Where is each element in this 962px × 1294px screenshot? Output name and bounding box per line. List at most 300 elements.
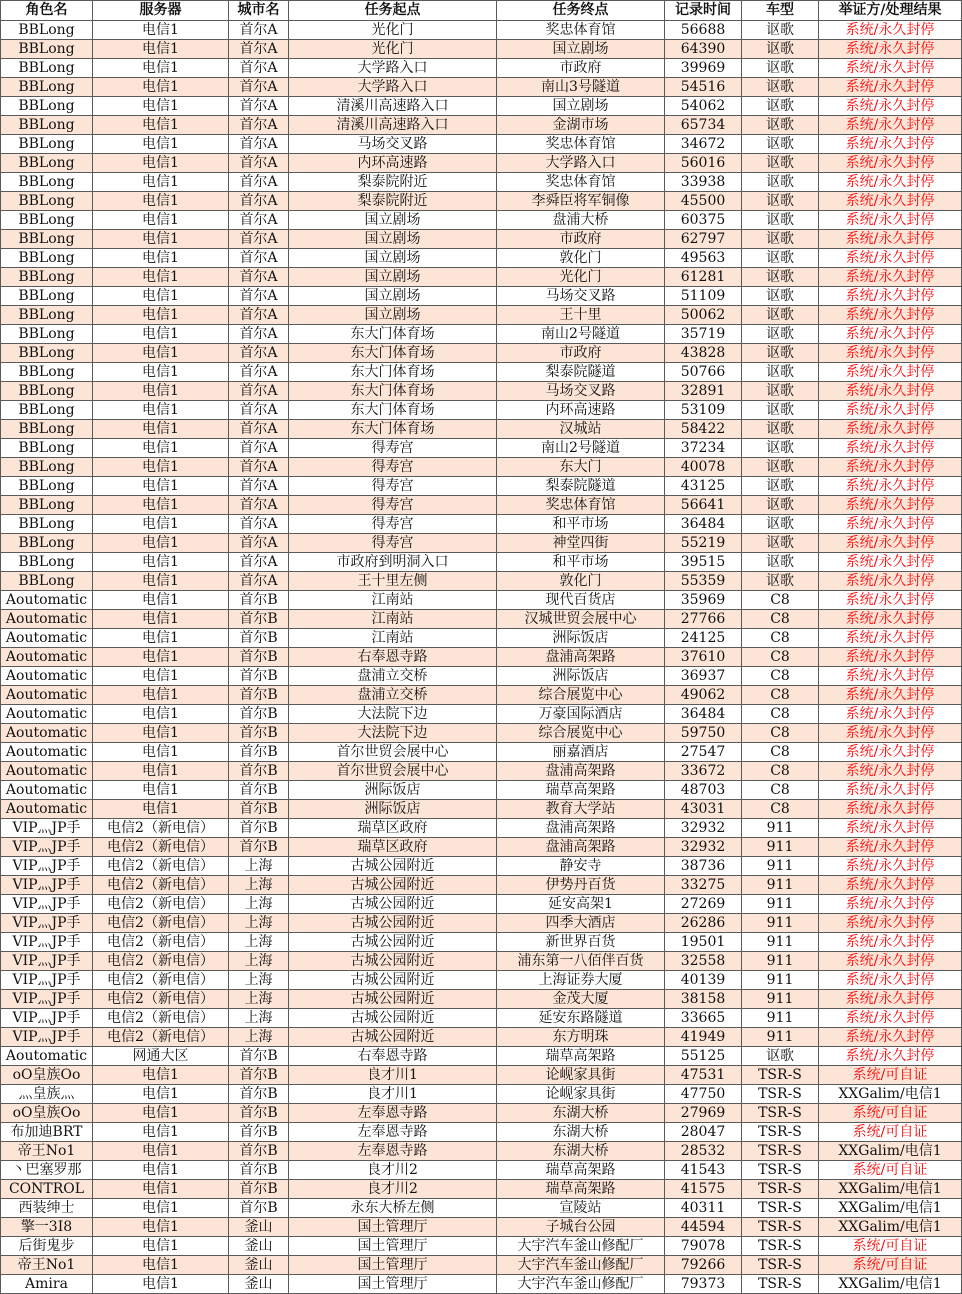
- cell-city: 首尔B: [229, 705, 289, 724]
- cell-city: 首尔B: [229, 686, 289, 705]
- cell-task-end: 金茂大厦: [497, 990, 665, 1009]
- table-row: [1, 1066, 962, 1085]
- cell-server: 电信1: [93, 116, 229, 135]
- cell-task-start: 国土管理厅: [289, 1275, 497, 1294]
- cell-city: 首尔B: [229, 724, 289, 743]
- cell-result: 系统/永久封停: [819, 610, 962, 629]
- cell-city: 上海: [229, 990, 289, 1009]
- cell-server: 电信2（新电信）: [93, 914, 229, 933]
- table-row: [1, 401, 962, 420]
- cell-city: 首尔B: [229, 667, 289, 686]
- cell-task-start: 古城公园附近: [289, 895, 497, 914]
- table-row: [1, 420, 962, 439]
- cell-car-model: 911: [742, 1028, 819, 1047]
- cell-record-time: 32558: [665, 952, 742, 971]
- cell-server: 电信2（新电信）: [93, 971, 229, 990]
- cell-role-name: Aoutomatic: [1, 591, 93, 610]
- cell-record-time: 36484: [665, 705, 742, 724]
- table-row: [1, 211, 962, 230]
- cell-task-end: 东方明珠: [497, 1028, 665, 1047]
- cell-car-model: 讴歌: [742, 173, 819, 192]
- cell-task-end: 综合展览中心: [497, 686, 665, 705]
- cell-result: XXGalim/电信1: [819, 1085, 962, 1104]
- cell-result: 系统/永久封停: [819, 287, 962, 306]
- table-row: [1, 1104, 962, 1123]
- cell-role-name: Aoutomatic: [1, 648, 93, 667]
- table-row: [1, 1047, 962, 1066]
- cell-car-model: C8: [742, 800, 819, 819]
- cell-record-time: 60375: [665, 211, 742, 230]
- cell-city: 首尔A: [229, 439, 289, 458]
- cell-task-start: 左奉恩寺路: [289, 1123, 497, 1142]
- table-row: [1, 648, 962, 667]
- table-row: [1, 1256, 962, 1275]
- cell-record-time: 56016: [665, 154, 742, 173]
- cell-role-name: BBLong: [1, 135, 93, 154]
- cell-car-model: 讴歌: [742, 97, 819, 116]
- table-row: [1, 97, 962, 116]
- cell-role-name: BBLong: [1, 382, 93, 401]
- cell-task-start: 得寿宫: [289, 458, 497, 477]
- cell-record-time: 27547: [665, 743, 742, 762]
- cell-role-name: BBLong: [1, 78, 93, 97]
- cell-record-time: 54062: [665, 97, 742, 116]
- cell-record-time: 38158: [665, 990, 742, 1009]
- cell-record-time: 26286: [665, 914, 742, 933]
- cell-role-name: VIP灬JP手: [1, 952, 93, 971]
- cell-task-start: 左奉恩寺路: [289, 1104, 497, 1123]
- cell-result: 系统/可自证: [819, 1256, 962, 1275]
- cell-car-model: 911: [742, 895, 819, 914]
- table-row: [1, 1180, 962, 1199]
- cell-result: 系统/永久封停: [819, 21, 962, 40]
- cell-result: 系统/永久封停: [819, 648, 962, 667]
- cell-server: 电信1: [93, 800, 229, 819]
- cell-task-start: 永东大桥左侧: [289, 1199, 497, 1218]
- table-row: [1, 116, 962, 135]
- cell-city: 首尔A: [229, 154, 289, 173]
- cell-record-time: 36937: [665, 667, 742, 686]
- cell-task-start: 东大门体育场: [289, 420, 497, 439]
- cell-record-time: 27269: [665, 895, 742, 914]
- cell-car-model: TSR-S: [742, 1237, 819, 1256]
- cell-result: 系统/永久封停: [819, 439, 962, 458]
- cell-city: 首尔A: [229, 458, 289, 477]
- cell-city: 釜山: [229, 1237, 289, 1256]
- cell-role-name: BBLong: [1, 572, 93, 591]
- cell-city: 首尔A: [229, 382, 289, 401]
- cell-server: 电信1: [93, 724, 229, 743]
- cell-result: 系统/可自证: [819, 1104, 962, 1123]
- table-row: [1, 971, 962, 990]
- cell-car-model: 讴歌: [742, 363, 819, 382]
- cell-server: 电信1: [93, 154, 229, 173]
- cell-record-time: 53109: [665, 401, 742, 420]
- cell-task-end: 洲际饭店: [497, 667, 665, 686]
- cell-result: 系统/永久封停: [819, 971, 962, 990]
- cell-city: 首尔A: [229, 211, 289, 230]
- cell-task-start: 盘浦立交桥: [289, 667, 497, 686]
- table-row: [1, 363, 962, 382]
- cell-role-name: BBLong: [1, 439, 93, 458]
- cell-record-time: 37610: [665, 648, 742, 667]
- cell-server: 电信1: [93, 1161, 229, 1180]
- cell-role-name: VIP灬JP手: [1, 857, 93, 876]
- cell-record-time: 50062: [665, 306, 742, 325]
- cell-record-time: 49062: [665, 686, 742, 705]
- cell-city: 首尔A: [229, 173, 289, 192]
- cell-record-time: 61281: [665, 268, 742, 287]
- table-row: [1, 724, 962, 743]
- cell-task-start: 右奉恩寺路: [289, 1047, 497, 1066]
- cell-city: 首尔B: [229, 1085, 289, 1104]
- cell-result: 系统/永久封停: [819, 686, 962, 705]
- cell-result: 系统/永久封停: [819, 173, 962, 192]
- cell-result: 系统/永久封停: [819, 724, 962, 743]
- cell-role-name: BBLong: [1, 173, 93, 192]
- cell-task-end: 市政府: [497, 344, 665, 363]
- cell-result: 系统/永久封停: [819, 781, 962, 800]
- header-car-model: 车型: [742, 1, 819, 21]
- cell-task-end: 万豪国际酒店: [497, 705, 665, 724]
- cell-role-name: BBLong: [1, 515, 93, 534]
- cell-city: 上海: [229, 914, 289, 933]
- cell-result: 系统/永久封停: [819, 838, 962, 857]
- cell-role-name: BBLong: [1, 249, 93, 268]
- cell-server: 电信1: [93, 1104, 229, 1123]
- cell-record-time: 32891: [665, 382, 742, 401]
- cell-role-name: 帝王No1: [1, 1256, 93, 1275]
- table-row: [1, 1237, 962, 1256]
- cell-server: 电信1: [93, 515, 229, 534]
- table-row: [1, 249, 962, 268]
- cell-city: 首尔B: [229, 1199, 289, 1218]
- cell-role-name: BBLong: [1, 230, 93, 249]
- cell-record-time: 65734: [665, 116, 742, 135]
- cell-city: 上海: [229, 1028, 289, 1047]
- cell-server: 电信1: [93, 1256, 229, 1275]
- cell-server: 电信1: [93, 1275, 229, 1294]
- cell-server: 电信2（新电信）: [93, 895, 229, 914]
- cell-result: 系统/永久封停: [819, 515, 962, 534]
- cell-server: 电信1: [93, 211, 229, 230]
- cell-task-end: 东湖大桥: [497, 1142, 665, 1161]
- cell-server: 电信1: [93, 477, 229, 496]
- header-task-start: 任务起点: [289, 1, 497, 21]
- cell-task-start: 东大门体育场: [289, 344, 497, 363]
- cell-task-start: 东大门体育场: [289, 401, 497, 420]
- cell-task-start: 良才川2: [289, 1180, 497, 1199]
- cell-record-time: 27969: [665, 1104, 742, 1123]
- cell-server: 电信1: [93, 1218, 229, 1237]
- cell-task-end: 敦化门: [497, 572, 665, 591]
- cell-result: 系统/永久封停: [819, 211, 962, 230]
- cell-record-time: 33275: [665, 876, 742, 895]
- table-row: [1, 40, 962, 59]
- cell-city: 上海: [229, 952, 289, 971]
- cell-city: 首尔A: [229, 477, 289, 496]
- cell-server: 电信1: [93, 553, 229, 572]
- cell-record-time: 41575: [665, 1180, 742, 1199]
- cell-record-time: 41949: [665, 1028, 742, 1047]
- cell-record-time: 41543: [665, 1161, 742, 1180]
- cell-task-start: 右奉恩寺路: [289, 648, 497, 667]
- cell-city: 首尔B: [229, 781, 289, 800]
- cell-car-model: 讴歌: [742, 230, 819, 249]
- cell-result: XXGalim/电信1: [819, 1218, 962, 1237]
- cell-car-model: 911: [742, 1009, 819, 1028]
- cell-car-model: 讴歌: [742, 192, 819, 211]
- cell-role-name: VIP灬JP手: [1, 876, 93, 895]
- cell-server: 电信1: [93, 496, 229, 515]
- cell-task-start: 江南站: [289, 629, 497, 648]
- cell-city: 首尔A: [229, 135, 289, 154]
- cell-server: 电信1: [93, 59, 229, 78]
- cell-role-name: oO皇族Oo: [1, 1104, 93, 1123]
- cell-city: 首尔A: [229, 40, 289, 59]
- cell-task-start: 国立剧场: [289, 230, 497, 249]
- cell-task-end: 奖忠体育馆: [497, 496, 665, 515]
- cell-role-name: Aoutomatic: [1, 705, 93, 724]
- cell-record-time: 32932: [665, 838, 742, 857]
- cell-city: 上海: [229, 876, 289, 895]
- cell-result: 系统/可自证: [819, 1161, 962, 1180]
- cell-car-model: 讴歌: [742, 211, 819, 230]
- cell-result: 系统/永久封停: [819, 800, 962, 819]
- table-row: [1, 192, 962, 211]
- cell-server: 电信2（新电信）: [93, 838, 229, 857]
- cell-role-name: VIP灬JP手: [1, 971, 93, 990]
- cell-car-model: 911: [742, 990, 819, 1009]
- cell-task-end: 大宇汽车釜山修配厂: [497, 1237, 665, 1256]
- cell-task-start: 古城公园附近: [289, 971, 497, 990]
- cell-record-time: 64390: [665, 40, 742, 59]
- cell-city: 首尔B: [229, 1180, 289, 1199]
- cell-task-start: 清溪川高速路入口: [289, 97, 497, 116]
- cell-task-start: 洲际饭店: [289, 781, 497, 800]
- cell-record-time: 33665: [665, 1009, 742, 1028]
- cell-result: 系统/永久封停: [819, 876, 962, 895]
- cell-task-end: 瑞草高架路: [497, 1047, 665, 1066]
- cell-car-model: 911: [742, 952, 819, 971]
- cell-role-name: VIP灬JP手: [1, 933, 93, 952]
- cell-result: 系统/永久封停: [819, 344, 962, 363]
- table-row: [1, 553, 962, 572]
- cell-task-start: 江南站: [289, 591, 497, 610]
- cell-task-end: 论岘家具街: [497, 1066, 665, 1085]
- cell-task-start: 国立剧场: [289, 287, 497, 306]
- cell-car-model: C8: [742, 705, 819, 724]
- cell-city: 首尔A: [229, 572, 289, 591]
- table-body: [1, 21, 962, 1294]
- cell-result: 系统/永久封停: [819, 40, 962, 59]
- cell-car-model: C8: [742, 610, 819, 629]
- cell-task-start: 古城公园附近: [289, 1009, 497, 1028]
- cell-record-time: 34672: [665, 135, 742, 154]
- table-row: [1, 1199, 962, 1218]
- cell-task-end: 丽嘉酒店: [497, 743, 665, 762]
- cell-record-time: 54516: [665, 78, 742, 97]
- cell-city: 首尔B: [229, 743, 289, 762]
- cell-record-time: 38736: [665, 857, 742, 876]
- table-row: [1, 1123, 962, 1142]
- cell-server: 电信1: [93, 439, 229, 458]
- cell-task-start: 古城公园附近: [289, 876, 497, 895]
- cell-city: 首尔A: [229, 401, 289, 420]
- cell-record-time: 79373: [665, 1275, 742, 1294]
- cell-result: 系统/永久封停: [819, 1047, 962, 1066]
- table-row: [1, 990, 962, 1009]
- cell-city: 首尔B: [229, 1161, 289, 1180]
- table-row: [1, 173, 962, 192]
- cell-result: XXGalim/电信1: [819, 1142, 962, 1161]
- cell-task-start: 古城公园附近: [289, 933, 497, 952]
- table-row: [1, 857, 962, 876]
- cell-role-name: BBLong: [1, 458, 93, 477]
- cell-car-model: TSR-S: [742, 1142, 819, 1161]
- cell-result: 系统/可自证: [819, 1123, 962, 1142]
- cell-server: 电信2（新电信）: [93, 819, 229, 838]
- cell-server: 电信1: [93, 268, 229, 287]
- cell-role-name: Aoutomatic: [1, 610, 93, 629]
- cell-task-end: 教育大学站: [497, 800, 665, 819]
- cell-task-start: 古城公园附近: [289, 857, 497, 876]
- cell-role-name: VIP灬JP手: [1, 895, 93, 914]
- cell-server: 电信1: [93, 458, 229, 477]
- cell-result: 系统/永久封停: [819, 249, 962, 268]
- cell-role-name: CONTROL: [1, 1180, 93, 1199]
- cell-task-start: 得寿宫: [289, 439, 497, 458]
- cell-car-model: 911: [742, 933, 819, 952]
- cell-task-start: 大法院下边: [289, 724, 497, 743]
- cell-task-start: 光化门: [289, 21, 497, 40]
- cell-result: 系统/永久封停: [819, 59, 962, 78]
- cell-task-start: 瑞草区政府: [289, 838, 497, 857]
- table-row: [1, 572, 962, 591]
- cell-result: 系统/永久封停: [819, 97, 962, 116]
- cell-task-start: 梨泰院附近: [289, 173, 497, 192]
- cell-server: 网通大区: [93, 1047, 229, 1066]
- cell-server: 电信1: [93, 1199, 229, 1218]
- cell-city: 首尔A: [229, 230, 289, 249]
- table-row: [1, 1085, 962, 1104]
- cell-task-start: 东大门体育场: [289, 382, 497, 401]
- cell-city: 首尔A: [229, 553, 289, 572]
- table-row: [1, 287, 962, 306]
- cell-server: 电信1: [93, 287, 229, 306]
- cell-task-end: 梨泰院隧道: [497, 363, 665, 382]
- cell-record-time: 47531: [665, 1066, 742, 1085]
- table-row: [1, 895, 962, 914]
- cell-result: 系统/永久封停: [819, 477, 962, 496]
- table-row: [1, 1028, 962, 1047]
- cell-role-name: BBLong: [1, 59, 93, 78]
- cell-car-model: C8: [742, 762, 819, 781]
- header-task-end: 任务终点: [497, 1, 665, 21]
- cell-server: 电信1: [93, 249, 229, 268]
- cell-task-end: 和平市场: [497, 553, 665, 572]
- table-row: [1, 534, 962, 553]
- cell-record-time: 47750: [665, 1085, 742, 1104]
- cell-role-name: VIP灬JP手: [1, 1028, 93, 1047]
- cell-result: 系统/永久封停: [819, 743, 962, 762]
- cell-role-name: 灬皇族灬: [1, 1085, 93, 1104]
- cell-result: 系统/永久封停: [819, 952, 962, 971]
- cell-task-end: 子城台公园: [497, 1218, 665, 1237]
- cell-car-model: TSR-S: [742, 1180, 819, 1199]
- cell-task-end: 内环高速路: [497, 401, 665, 420]
- cell-car-model: TSR-S: [742, 1066, 819, 1085]
- header-record-time: 记录时间: [665, 1, 742, 21]
- table-row: [1, 591, 962, 610]
- cell-car-model: 911: [742, 876, 819, 895]
- cell-task-end: 四季大酒店: [497, 914, 665, 933]
- cell-role-name: BBLong: [1, 154, 93, 173]
- table-row: [1, 458, 962, 477]
- cell-task-start: 盘浦立交桥: [289, 686, 497, 705]
- cell-server: 电信1: [93, 1085, 229, 1104]
- cell-city: 首尔B: [229, 629, 289, 648]
- cell-result: 系统/永久封停: [819, 496, 962, 515]
- cell-server: 电信1: [93, 629, 229, 648]
- cell-city: 首尔A: [229, 363, 289, 382]
- header-result: 举证方/处理结果: [819, 1, 962, 21]
- cell-record-time: 40311: [665, 1199, 742, 1218]
- cell-server: 电信1: [93, 192, 229, 211]
- cell-result: 系统/永久封停: [819, 382, 962, 401]
- cell-role-name: 丶巴塞罗那: [1, 1161, 93, 1180]
- cell-role-name: 后街鬼步: [1, 1237, 93, 1256]
- cell-car-model: C8: [742, 781, 819, 800]
- cell-role-name: BBLong: [1, 553, 93, 572]
- cell-car-model: 讴歌: [742, 268, 819, 287]
- cell-car-model: TSR-S: [742, 1275, 819, 1294]
- cell-car-model: 讴歌: [742, 287, 819, 306]
- cell-car-model: 讴歌: [742, 78, 819, 97]
- table-row: [1, 914, 962, 933]
- cell-task-start: 梨泰院附近: [289, 192, 497, 211]
- cell-role-name: Amira: [1, 1275, 93, 1294]
- cell-city: 首尔A: [229, 249, 289, 268]
- cell-task-end: 瑞草高架路: [497, 1180, 665, 1199]
- cell-city: 首尔B: [229, 610, 289, 629]
- cell-city: 首尔B: [229, 800, 289, 819]
- cell-car-model: TSR-S: [742, 1104, 819, 1123]
- cell-task-start: 市政府到明洞入口: [289, 553, 497, 572]
- cell-role-name: VIP灬JP手: [1, 1009, 93, 1028]
- cell-car-model: 911: [742, 857, 819, 876]
- cell-role-name: BBLong: [1, 192, 93, 211]
- cell-server: 电信1: [93, 686, 229, 705]
- cell-car-model: C8: [742, 724, 819, 743]
- cell-task-start: 国土管理厅: [289, 1256, 497, 1275]
- cell-record-time: 28047: [665, 1123, 742, 1142]
- cell-result: 系统/永久封停: [819, 553, 962, 572]
- cell-record-time: 59750: [665, 724, 742, 743]
- cell-task-start: 得寿宫: [289, 496, 497, 515]
- cell-result: 系统/永久封停: [819, 268, 962, 287]
- cell-server: 电信1: [93, 591, 229, 610]
- cell-role-name: 擎一3I8: [1, 1218, 93, 1237]
- cell-task-end: 梨泰院隧道: [497, 477, 665, 496]
- cell-result: XXGalim/电信1: [819, 1275, 962, 1294]
- cell-task-start: 古城公园附近: [289, 990, 497, 1009]
- table-row: [1, 78, 962, 97]
- cell-task-end: 论岘家具街: [497, 1085, 665, 1104]
- cell-task-end: 东湖大桥: [497, 1104, 665, 1123]
- cell-record-time: 43031: [665, 800, 742, 819]
- cell-server: 电信2（新电信）: [93, 876, 229, 895]
